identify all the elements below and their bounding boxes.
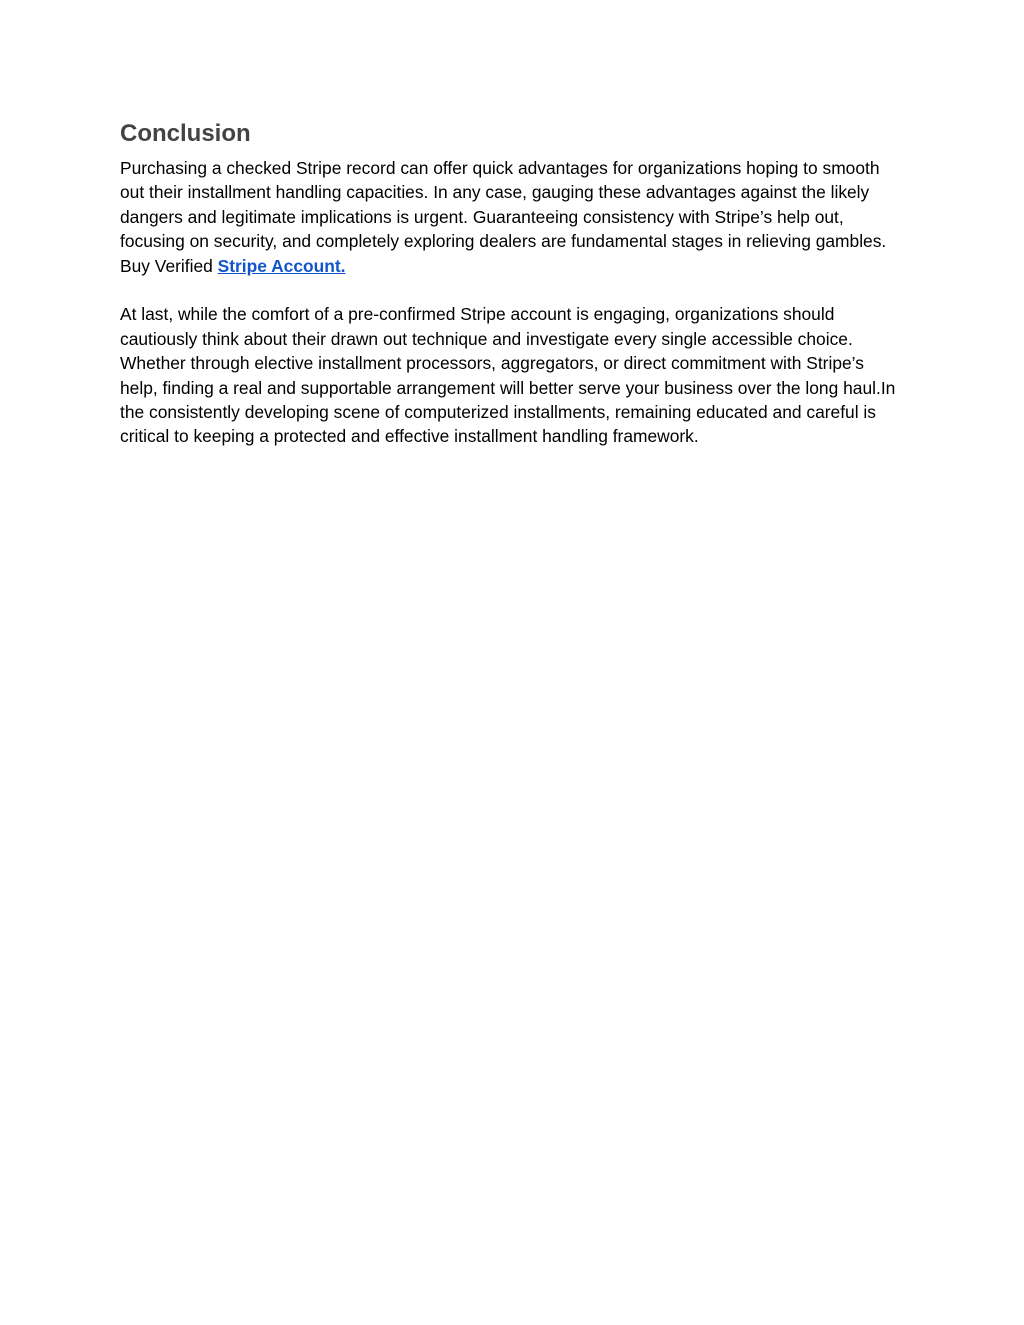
document-page <box>120 118 906 449</box>
paragraph-2: At last, while the comfort of a pre-confirmed Stripe account is engaging, organizations should cautiously think about their drawn out technique and investigate every single accessible choice. Whether through elective installment processors, aggregators, or direct commitment with Stripe’s help, finding a real and supportable arrangement will better serve your business over the long haul.In the consistently developing scene of computerized installments, remaining educated and careful is critical to keeping a protected and effective installment handling framework. <box>120 304 896 447</box>
paragraph-1-text: Purchasing a checked Stripe record can offer quick advantages for organizations hoping to smooth out their installment handling capacities. In any case, gauging these advantages against the likely dangers and legitimate implications is urgent. Guaranteeing consistency with Stripe’s help out, focusing on security, and completely exploring dealers are fundamental stages in relieving gambles. Buy Verified <box>120 158 887 276</box>
section-heading: Conclusion <box>120 120 251 147</box>
paragraph-1 <box>120 156 906 278</box>
stripe-account-link[interactable]: Stripe Account. <box>217 255 346 276</box>
